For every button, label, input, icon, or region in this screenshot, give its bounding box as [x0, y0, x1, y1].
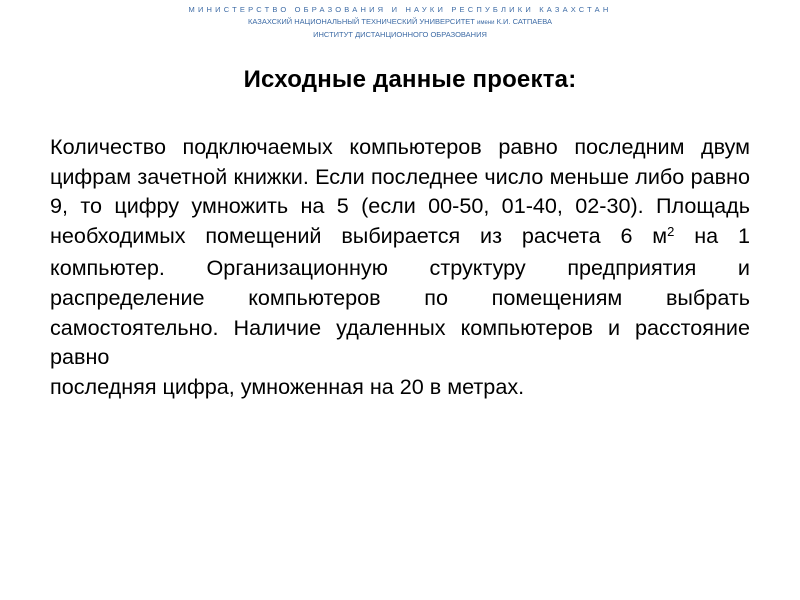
- page-title: Исходные данные проекта:: [243, 66, 577, 93]
- university-name: КАЗАХСКИЙ НАЦИОНАЛЬНЫЙ ТЕХНИЧЕСКИЙ УНИВЕРСИТЕТ: [248, 17, 475, 26]
- institute-line: ИНСТИТУТ ДИСТАНЦИОННОГО ОБРАЗОВАНИЯ: [313, 30, 487, 39]
- area-unit-superscript: 2: [667, 223, 675, 239]
- description-last-line: последняя цифра, умноженная на 20 в метрах.: [50, 373, 525, 399]
- description-part-2: на 1 компьютер. Организационную структуру предприятия и распределение компьютеров по помещениям выбрать самостоятельно. Наличие удаленных компьютеров и расстояние равно: [50, 222, 750, 370]
- university-namesake: К.И. САТПАЕВА: [496, 17, 552, 26]
- description-part-1: Количество подключаемых компьютеров равно последним двум цифрам зачетной книжки. Если последнее число меньше либо равно 9, то цифру умножить на 5 (если 00-50, 01-40, 02-30). Площадь необходимых помещений выбирается из расчета 6 м: [50, 134, 750, 248]
- ministry-line: МИНИСТЕРСТВО ОБРАЗОВАНИЯ И НАУКИ РЕСПУБЛИКИ КАЗАХСТАН: [188, 5, 612, 14]
- university-imeni: имени: [476, 20, 495, 26]
- project-description: [50, 132, 750, 401]
- university-line: [0, 16, 800, 29]
- document-header: [0, 4, 800, 40]
